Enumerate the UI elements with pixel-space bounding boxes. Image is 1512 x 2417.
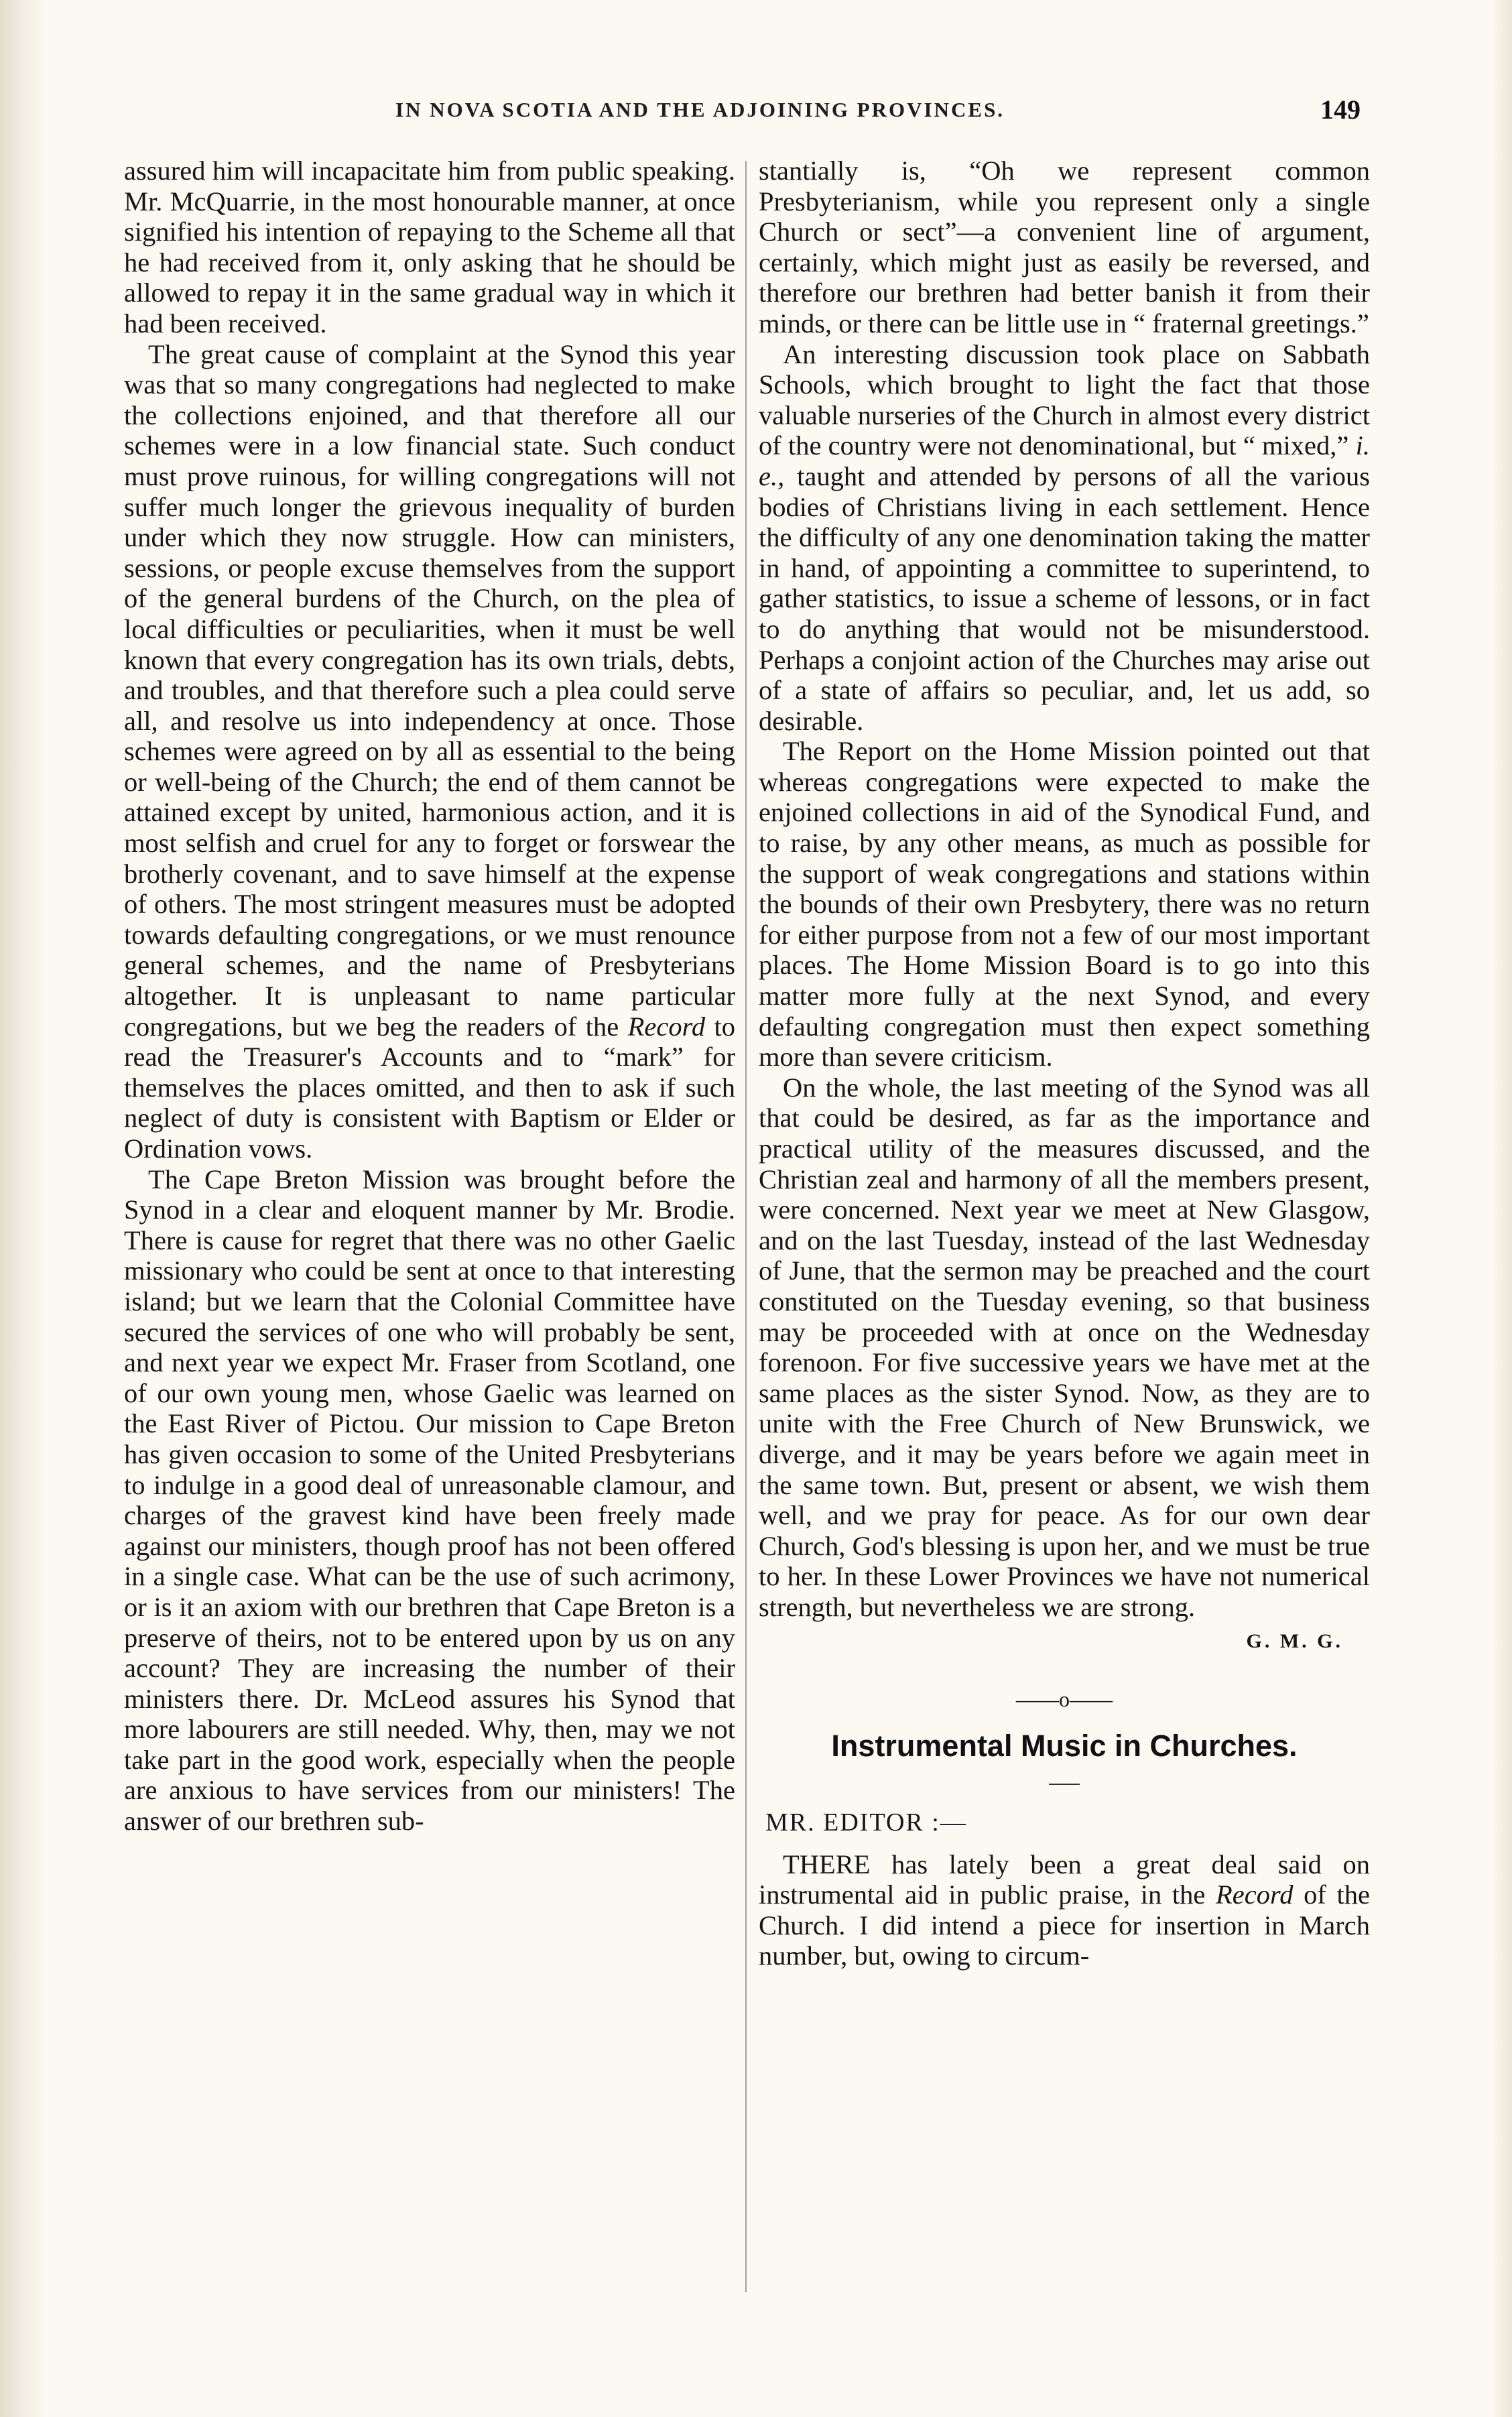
paragraph-text: THERE has lately been a great deal said on instrumental aid in public praise, in the [759,1849,1370,1910]
page-header [101,94,1361,134]
column-divider [745,161,747,2292]
running-head: IN NOVA SCOTIA AND THE ADJOINING PROVINCES. [395,98,1005,121]
author-signature: G. M. G. [1246,1629,1343,1652]
paragraph: stantially is, “Oh we represent common Presbyterianism, while you represent only a single Church or sect”—a convenient line of argument, certainly, which might just as easily be reversed, and therefore our brethren had better banish it from their minds, or there can be little use in “ fraternal greetings.” [759,156,1370,338]
section-separator: ——o—— [1016,1686,1113,1711]
paragraph: The Report on the Home Mission pointed out that whereas congregations were expected to make the enjoined collections in aid of the Synodical Fund, and to raise, by any other means, as much as possible for the support of weak congregations and stations within the bounds of their own Presbytery, there was no return for either purpose from not a few of our most important places. The Home Mission Board is to go into this matter more fully at the next Synod, and every defaulting congregation must then expect something more than severe criticism. [759,736,1370,1072]
italic-term: i. e., [759,430,1370,491]
paragraph: On the whole, the last meeting of the Synod was all that could be desired, as far as the importance and practical utility of the measures discussed, and the Christian zeal and harmony of all the members present, were concerned. Next year we meet at New Glasgow, and on the last Tuesday, instead of the last Wednesday of June, that the sermon may be preached and the court constituted on the Tuesday evening, so that business may be proceeded with at once on the Wednesday forenoon. For five successive years we have met at the same places as the sister Synod. Now, as they are to unite with the Free Church of New Brunswick, we diverge, and it may be years before we again meet in the same town. But, present or absent, we wish them well, and we pray for peace. As for our own dear Church, God's blessing is upon her, and we must be true to her. In these Lower Provinces we have not numerical strength, but nevertheless we are strong. [759,1072,1370,1622]
page-edge-shadow [0,0,47,2417]
right-column [759,156,1370,1971]
heading-rule [1049,1784,1080,1785]
italic-term: Record [1216,1879,1294,1910]
page-number: 149 [1320,95,1361,125]
paragraph-text: to read the Treasurer's Accounts and to “mark” for themselves the places omitted, and then to ask if such neglect of duty is consistent with Baptism or Elder or Ordination vows. [124,1011,735,1164]
paragraph [759,339,1370,737]
paragraph [124,339,735,1164]
salutation: MR. EDITOR :— [765,1808,967,1837]
paragraph: The Cape Breton Mission was brought before the Synod in a clear and eloquent manner by Mr. Brodie. There is cause for regret that there was no other Gaelic missionary who could be sent at once to that interesting island; but we learn that the Colonial Committee have secured the services of one who will probably be sent, and next year we expect Mr. Fraser from Scotland, one of our own young men, whose Gaelic was learned on the East River of Pictou. Our mission to Cape Breton has given occasion to some of the United Presbyterians to indulge in a good deal of unreasonable clamour, and charges of the gravest kind have been freely made against our ministers, though proof has not been offered in a single case. What can be the use of such acrimony, or is it an axiom with our brethren that Cape Breton is a preserve of theirs, not to be entered upon by us on any account? They are increasing the number of their ministers there. Dr. McLeod assures his Synod that more labourers are still needed. Why, then, may we not take part in the good work, especially when the people are anxious to have services from our ministers! The answer of our brethren sub- [124,1164,735,1837]
paragraph [759,1849,1370,1971]
italic-term: Record [627,1011,706,1042]
paragraph-text: An interesting discussion took place on Sabbath Schools, which brought to light the fact that those valuable nurseries of the Church in almost every district of the country were not denominational, but “ mixed,” [759,338,1370,461]
left-column [124,156,735,1837]
article-heading: Instrumental Music in Churches. [831,1728,1298,1763]
paragraph-text: taught and attended by persons of all the various bodies of Christians living in each settlement. Hence the difficulty of any one denomination taking the matter in hand, of appointing a committee to superintend, to gather statistics, to issue a scheme of lessons, or in fact to do anything that would not be misunderstood. Perhaps a conjoint action of the Churches may arise out of a state of affairs so peculiar, and, let us add, so desirable. [759,460,1370,736]
paragraph: assured him will incapacitate him from public speaking. Mr. McQuarrie, in the most honourable manner, at once signified his intention of repaying to the Scheme all that he had received from it, only asking that he should be allowed to repay it in the same gradual way in which it had been received. [124,156,735,338]
page-edge-shadow-right [1492,0,1512,2417]
paragraph-text: The great cause of complaint at the Synod this year was that so many congregations had neglected to make the collections enjoined, and that therefore all our schemes were in a low financial state. Such conduct must prove ruinous, for willing congregations will not suffer much longer the grievous inequality of burden under which they now struggle. How can ministers, sessions, or people excuse themselves from the support of the general burdens of the Church, on the plea of local difficulties or peculiarities, when it must be well known that every congregation has its own trials, debts, and troubles, and that therefore such a plea could serve all, and resolve us into independency at once. Those schemes were agreed on by all as essential to the being or well-being of the Church; the end of them cannot be attained except by united, harmonious action, and it is most selfish and cruel for any to forget or forswear the brotherly covenant, and to save himself at the expense of others. The most stringent measures must be adopted towards defaulting congregations, or we must renounce general schemes, and the name of Presbyterians altogether. It is unpleasant to name particular congregations, but we beg the readers of the [124,338,735,1042]
paragraph-text: of the Church. I did intend a piece for insertion in March number, but, owing to circum- [759,1879,1371,1971]
